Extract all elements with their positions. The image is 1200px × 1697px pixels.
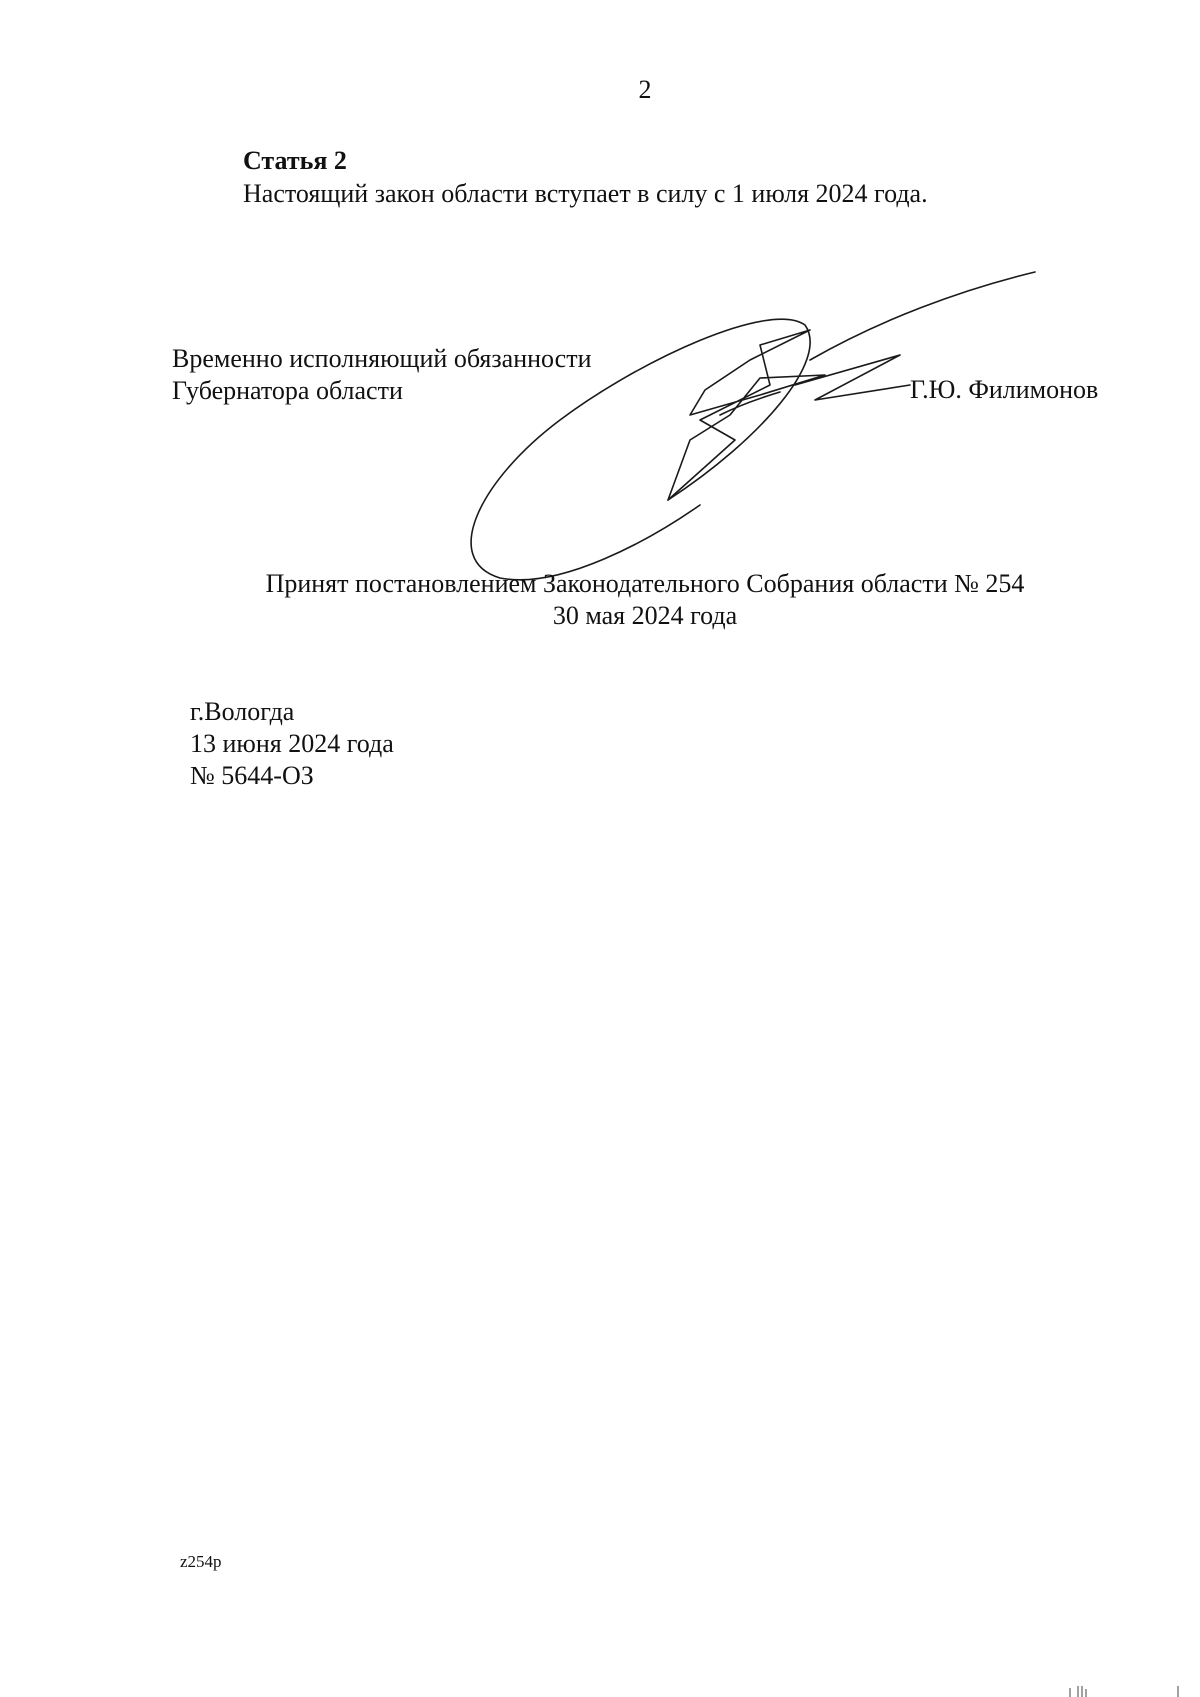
page-number: 2 — [638, 75, 652, 104]
signing-date: 13 июня 2024 года — [190, 729, 394, 758]
adoption-line2: 30 мая 2024 года — [552, 601, 738, 630]
article-heading: Статья 2 — [243, 146, 347, 175]
scan-edge-marks — [1060, 1686, 1180, 1697]
signatory-name: Г.Ю. Филимонов — [910, 375, 1099, 404]
signatory-title — [172, 343, 592, 407]
file-code: z254p — [180, 1552, 222, 1571]
signatory-title-line2: Губернатора области — [172, 376, 403, 405]
city: г.Вологда — [190, 697, 295, 726]
adoption-line1: Принят постановлением Законодательного Собрания области № 254 — [265, 569, 1025, 598]
signatory-title-line1: Временно исполняющий обязанности — [172, 344, 592, 373]
place-date-block — [190, 696, 394, 792]
law-number: № 5644-ОЗ — [190, 761, 314, 790]
article-body: Настоящий закон области вступает в силу с 1 июля 2024 года. — [243, 179, 928, 208]
adoption-notice — [0, 568, 1200, 632]
